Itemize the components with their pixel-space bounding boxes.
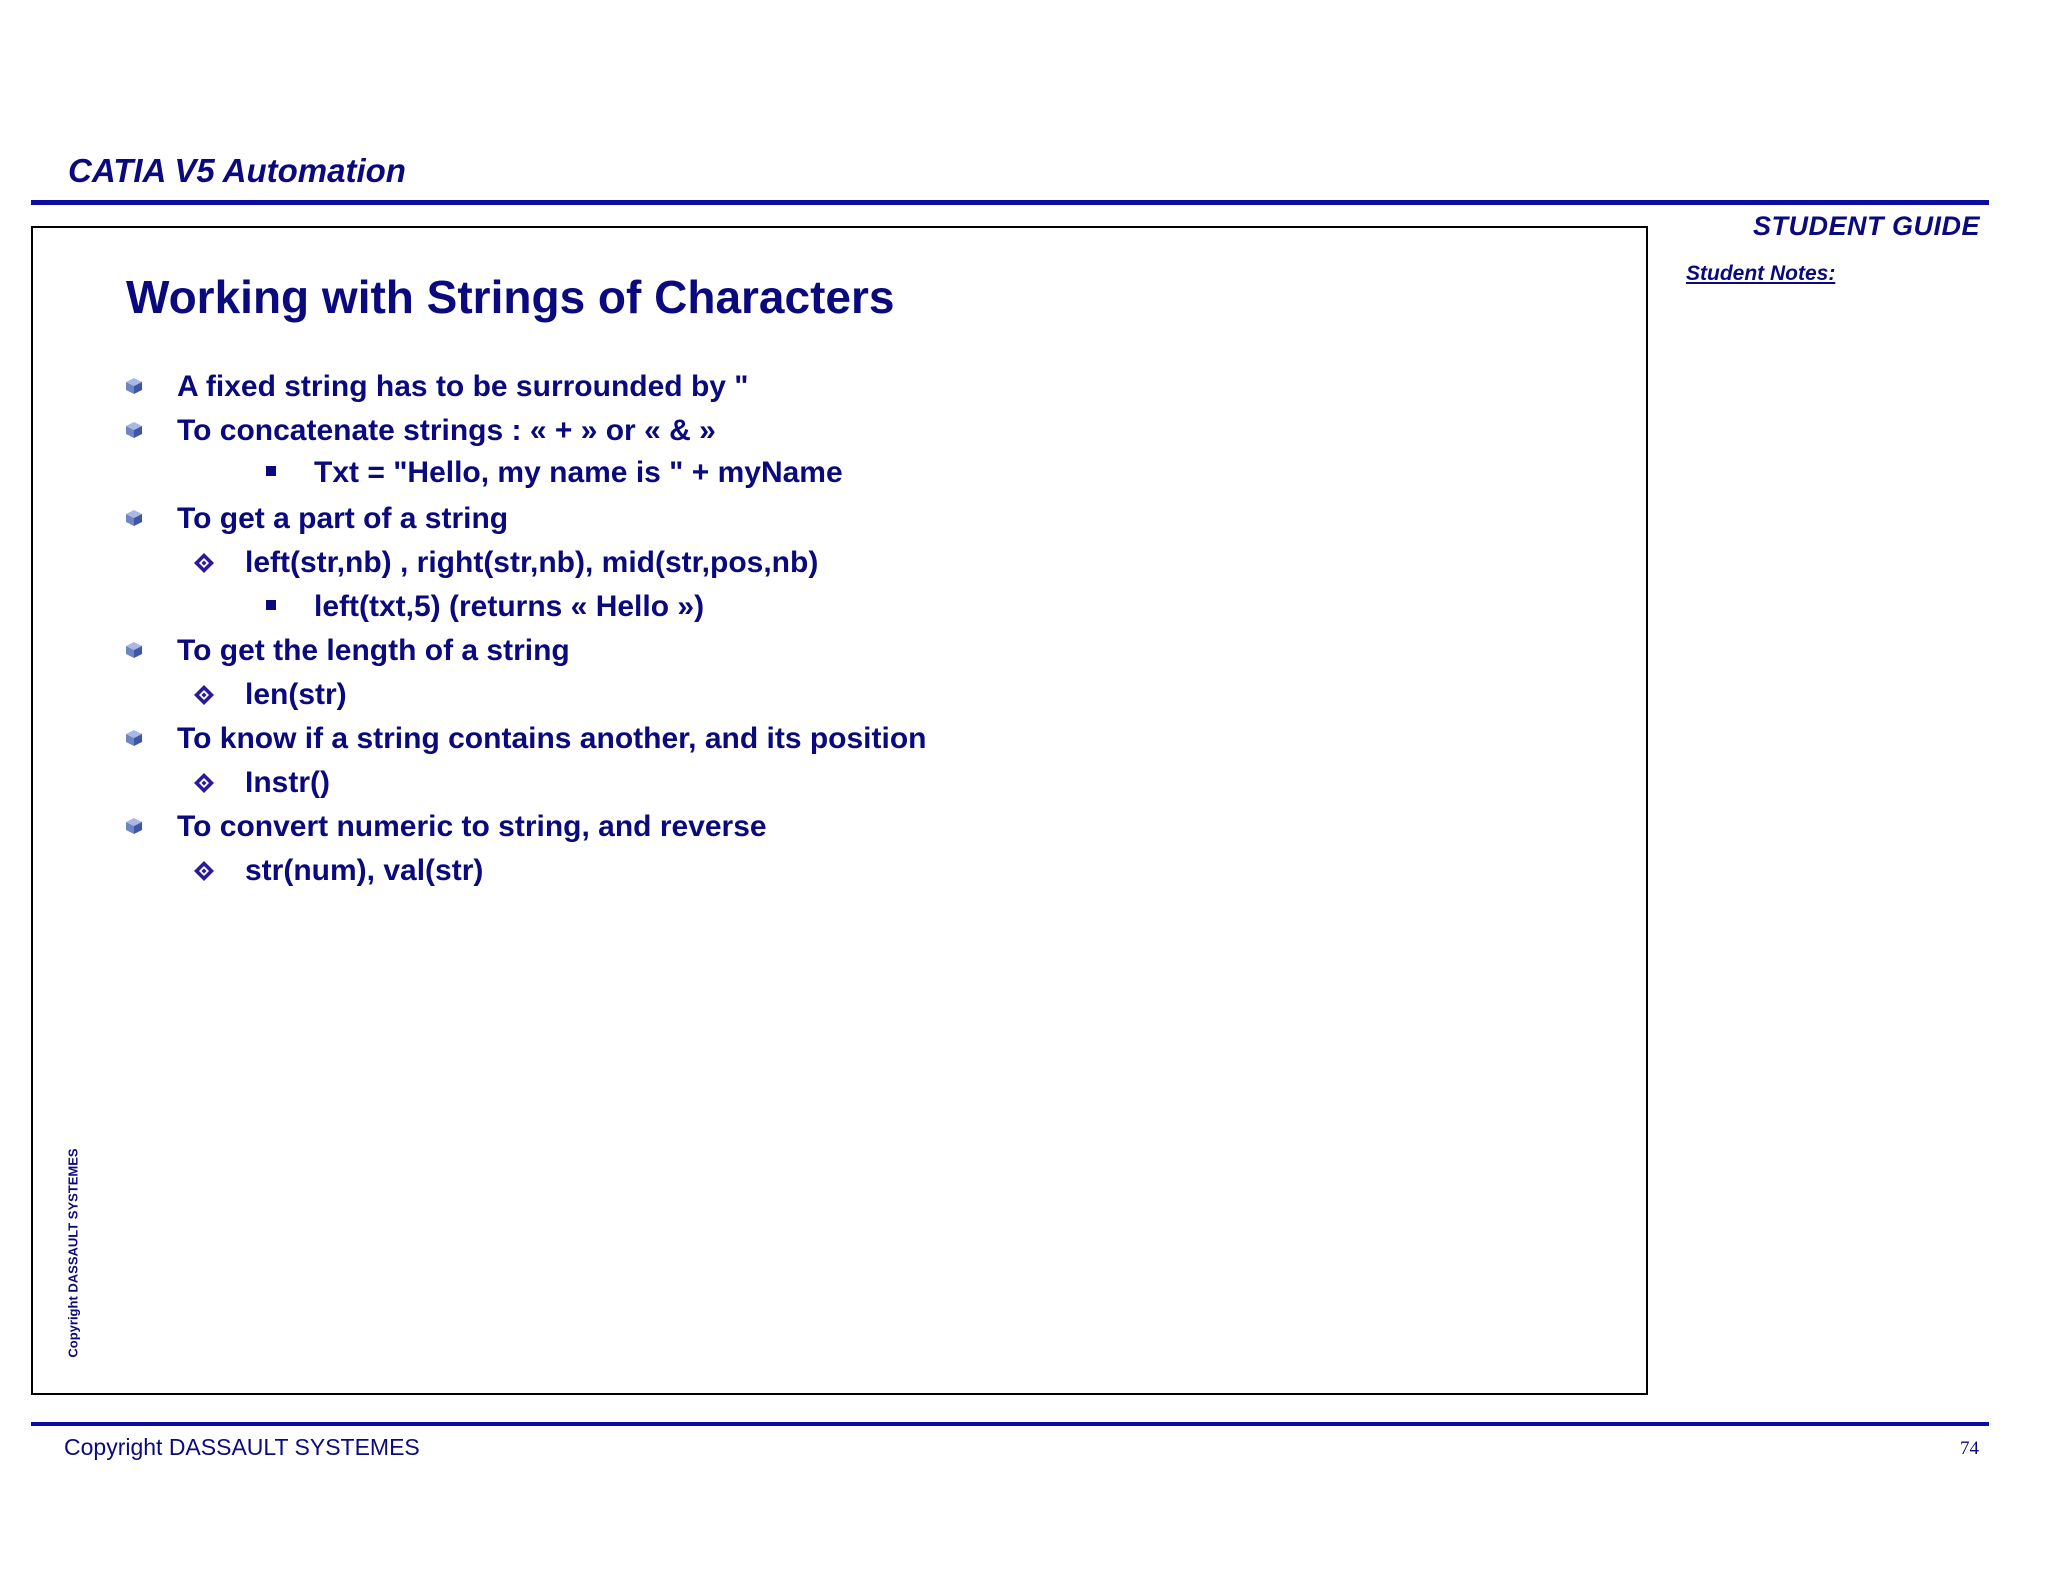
footer-rule	[31, 1422, 1989, 1426]
vertical-copyright	[66, 1145, 80, 1360]
list-item	[177, 724, 927, 754]
list-item	[177, 416, 716, 446]
list-item	[314, 592, 704, 622]
student-guide-label: STUDENT GUIDE	[1752, 211, 1980, 241]
list-item-text: Instr()	[245, 766, 330, 799]
cube-bullet-icon	[125, 641, 143, 659]
list-item-text: left(str,nb) , right(str,nb), mid(str,pos,nb)	[245, 546, 819, 579]
header-rule	[31, 200, 1989, 205]
page-header-title: CATIA V5 Automation	[68, 152, 406, 189]
diamond-bullet-icon	[193, 684, 215, 706]
diamond-bullet-icon	[193, 772, 215, 794]
cube-bullet-icon	[125, 421, 143, 439]
list-item	[177, 372, 749, 402]
cube-bullet-icon	[125, 509, 143, 527]
list-item-text: left(txt,5) (returns « Hello »)	[314, 590, 705, 623]
vertical-copyright-text: Copyright DASSAULT SYSTEMES	[65, 1147, 81, 1358]
list-item	[314, 458, 843, 488]
cube-bullet-icon	[125, 729, 143, 747]
footer-copyright: Copyright DASSAULT SYSTEMES	[64, 1434, 420, 1460]
list-item	[177, 504, 508, 534]
list-item-text: To concatenate strings : « + » or « & »	[177, 414, 716, 447]
cube-bullet-icon	[125, 817, 143, 835]
list-item	[245, 680, 347, 710]
list-item	[177, 812, 767, 842]
list-item-text: A fixed string has to be surrounded by "	[177, 370, 749, 403]
diamond-bullet-icon	[193, 552, 215, 574]
list-item-text: str(num), val(str)	[245, 854, 484, 887]
square-bullet-icon	[266, 600, 276, 610]
diamond-bullet-icon	[193, 860, 215, 882]
slide-frame	[31, 226, 1648, 1395]
list-item	[245, 548, 818, 578]
list-item-text: To get a part of a string	[177, 502, 509, 535]
cube-bullet-icon	[125, 377, 143, 395]
list-item-text: To know if a string contains another, and its position	[177, 722, 927, 755]
list-item	[245, 856, 483, 886]
list-item-text: len(str)	[245, 678, 347, 711]
slide-title: Working with Strings of Characters	[126, 271, 895, 323]
square-bullet-icon	[266, 466, 276, 476]
list-item-text: Txt = "Hello, my name is " + myName	[314, 456, 843, 489]
list-item-text: To convert numeric to string, and reverse	[177, 810, 767, 843]
list-item	[177, 636, 570, 666]
list-item-text: To get the length of a string	[177, 634, 570, 667]
page-number: 74	[1960, 1438, 1979, 1459]
student-notes-label: Student Notes:	[1686, 262, 1836, 285]
list-item	[245, 768, 330, 798]
